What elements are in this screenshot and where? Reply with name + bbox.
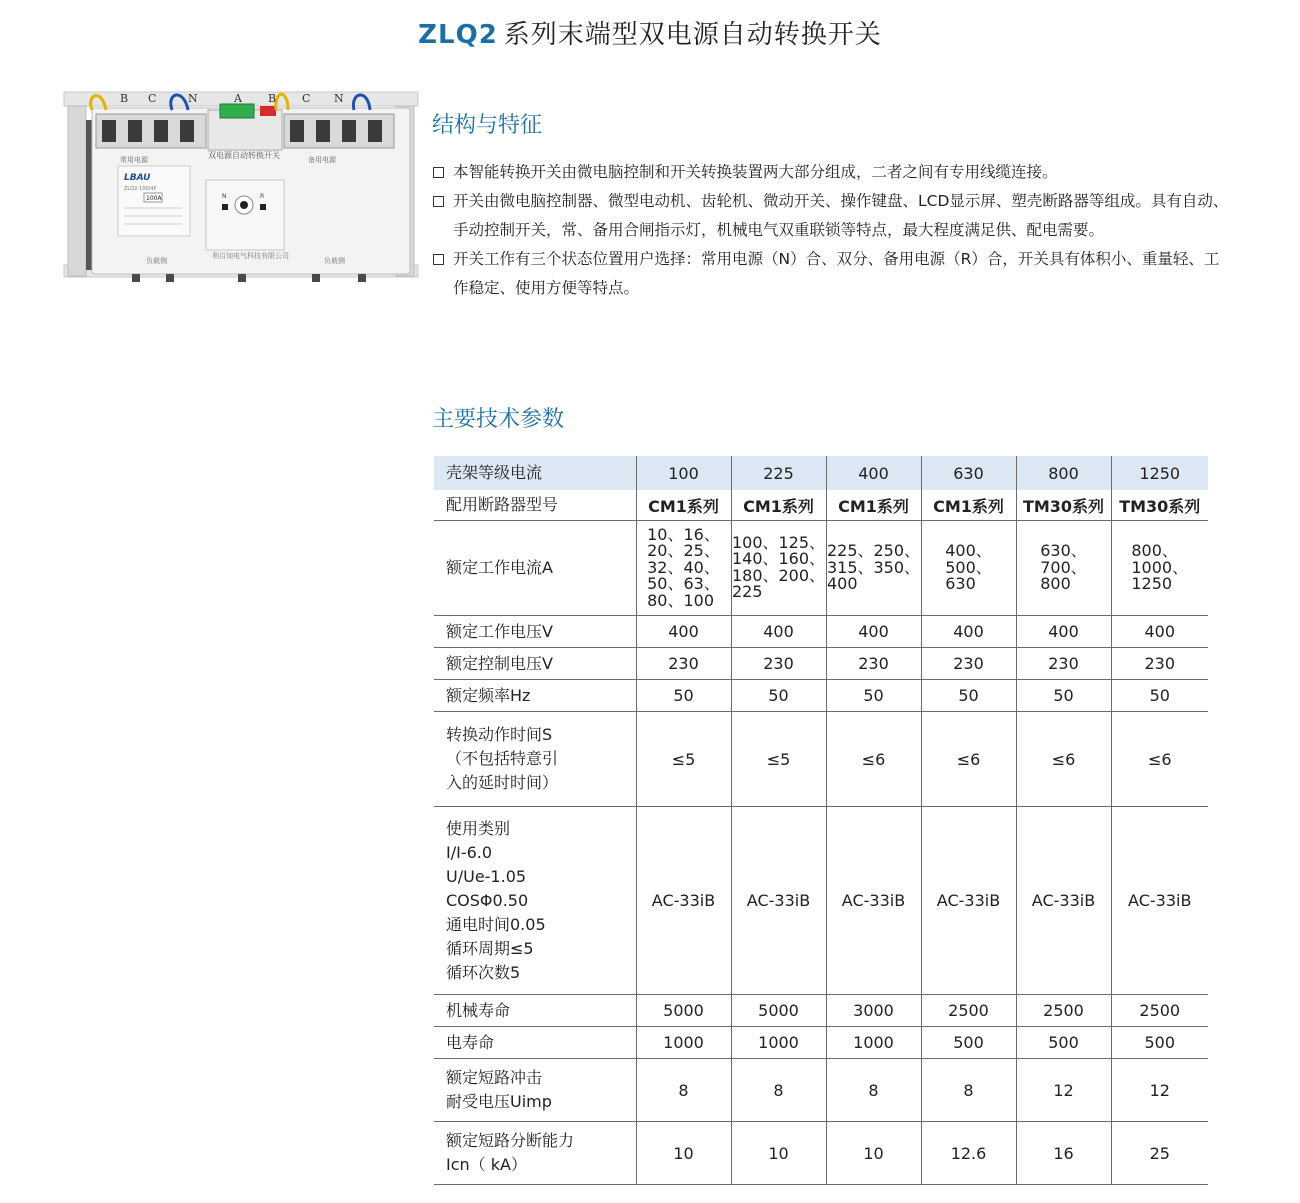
table-cell: 2500 — [1111, 995, 1208, 1027]
header-cell: 400 — [826, 456, 921, 490]
product-image — [62, 80, 420, 310]
current-values: 630、 700、 800 — [1040, 541, 1087, 593]
phase-label: N — [334, 92, 344, 105]
table-cell: 230 — [1016, 648, 1111, 680]
table-cell: 5000 — [731, 995, 826, 1027]
company-name: 利百加电气科技有限公司 — [212, 252, 289, 260]
feature-text: 开关工作有三个状态位置用户选择：常用电源（N）合、双分、备用电源（R）合，开关具有体积小、重量轻、工作稳定、使用方便等特点。 — [453, 250, 1220, 297]
header-cell: 225 — [731, 456, 826, 490]
table-cell: AC-33iB — [731, 807, 826, 995]
phase-label: A — [234, 92, 242, 105]
row-label: 额定控制电压V — [434, 648, 636, 680]
table-cell: 50 — [921, 680, 1016, 712]
brand-logo: LBAU — [124, 173, 151, 183]
table-header-row — [434, 456, 1208, 490]
table-cell — [731, 521, 826, 616]
table-cell: AC-33iB — [921, 807, 1016, 995]
row-label: 额定短路冲击 耐受电压Uimp — [434, 1059, 636, 1122]
row-label: 转换动作时间S （不包括特意引 入的延时时间） — [434, 712, 636, 807]
table-cell — [636, 521, 731, 616]
knob-label-n: N — [222, 193, 227, 200]
phase-label: N — [188, 92, 198, 105]
phase-label: B — [120, 92, 129, 105]
feature-item — [432, 158, 1232, 187]
table-cell: 50 — [731, 680, 826, 712]
table-cell: 500 — [1111, 1027, 1208, 1059]
row-label: 额定短路分断能力 Icn（ kA） — [434, 1122, 636, 1185]
page-title — [0, 14, 1300, 51]
table-cell: 400 — [826, 616, 921, 648]
table-cell: 12.6 — [921, 1122, 1016, 1185]
header-cell: 800 — [1016, 456, 1111, 490]
table-row — [434, 712, 1208, 807]
table-cell: 400 — [921, 616, 1016, 648]
spec-table — [434, 456, 1208, 1185]
title-model: ZLQ2 — [418, 20, 498, 50]
table-cell: AC-33iB — [636, 807, 731, 995]
table-cell — [1016, 521, 1111, 616]
table-cell: 10 — [731, 1122, 826, 1185]
table-cell: 1000 — [636, 1027, 731, 1059]
row-label: 额定频率Hz — [434, 680, 636, 712]
label-load-left: 负载侧 — [146, 257, 167, 265]
table-cell: 12 — [1016, 1059, 1111, 1122]
table-cell: AC-33iB — [826, 807, 921, 995]
table-cell: 500 — [1016, 1027, 1111, 1059]
table-cell: 8 — [826, 1059, 921, 1122]
table-cell: 10 — [636, 1122, 731, 1185]
table-cell: 400 — [1016, 616, 1111, 648]
table-cell: ≤5 — [731, 712, 826, 807]
phase-label: B — [268, 92, 277, 105]
table-cell: AC-33iB — [1111, 807, 1208, 995]
table-cell: 25 — [1111, 1122, 1208, 1185]
table-cell: ≤6 — [826, 712, 921, 807]
table-cell: 230 — [826, 648, 921, 680]
current-values: 800、 1000、 1250 — [1131, 541, 1189, 593]
table-cell: 230 — [921, 648, 1016, 680]
table-cell: 230 — [636, 648, 731, 680]
row-label: 使用类别 I/I-6.0 U/Ue-1.05 COSΦ0.50 通电时间0.05 循环周期≤5 循环次数5 — [434, 807, 636, 995]
table-cell: CM1系列 — [826, 490, 921, 521]
table-row — [434, 995, 1208, 1027]
header-label: 壳架等级电流 — [434, 456, 636, 490]
table-cell: 230 — [1111, 648, 1208, 680]
nameplate-current: 100A — [146, 195, 162, 202]
table-cell: 2500 — [1016, 995, 1111, 1027]
row-label: 配用断路器型号 — [434, 490, 636, 521]
table-row — [434, 490, 1208, 521]
row-label: 机械寿命 — [434, 995, 636, 1027]
label-standby-power: 备用电源 — [308, 156, 336, 164]
table-cell: 3000 — [826, 995, 921, 1027]
table-cell: ≤6 — [1111, 712, 1208, 807]
table-row — [434, 1027, 1208, 1059]
table-cell: TM30系列 — [1111, 490, 1208, 521]
table-row — [434, 1122, 1208, 1185]
nameplate-model: ZLQ2-100/4P — [124, 186, 157, 192]
table-cell: ≤5 — [636, 712, 731, 807]
table-row — [434, 680, 1208, 712]
table-cell: CM1系列 — [636, 490, 731, 521]
feature-item — [432, 187, 1232, 245]
table-cell — [1111, 521, 1208, 616]
table-cell: 8 — [636, 1059, 731, 1122]
table-row — [434, 807, 1208, 995]
table-cell: 10 — [826, 1122, 921, 1185]
table-cell: 12 — [1111, 1059, 1208, 1122]
table-cell — [921, 521, 1016, 616]
table-cell: 50 — [1016, 680, 1111, 712]
table-cell: CM1系列 — [921, 490, 1016, 521]
title-text: 系列末端型双电源自动转换开关 — [503, 20, 882, 50]
table-cell: 1000 — [826, 1027, 921, 1059]
feature-text: 开关由微电脑控制器、微型电动机、齿轮机、微动开关、操作键盘、LCD显示屏、塑壳断路器等组成。具有自动、手动控制开关，常、备用合闸指示灯，机械电气双重联锁等特点，最大程度满足供、配电需要。 — [453, 192, 1229, 239]
header-cell: 630 — [921, 456, 1016, 490]
header-cell: 1250 — [1111, 456, 1208, 490]
table-cell: 500 — [921, 1027, 1016, 1059]
checkbox-icon — [433, 167, 444, 178]
label-center: 双电源自动转换开关 — [208, 151, 280, 160]
feature-item — [432, 245, 1232, 303]
table-row — [434, 1059, 1208, 1122]
label-normal-power: 常用电源 — [120, 156, 148, 164]
section-title-params: 主要技术参数 — [432, 407, 565, 432]
current-values: 400、 500、 630 — [945, 541, 992, 593]
phase-label: C — [148, 92, 157, 105]
table-row — [434, 521, 1208, 616]
table-cell: 400 — [731, 616, 826, 648]
table-cell: 16 — [1016, 1122, 1111, 1185]
checkbox-icon — [433, 196, 444, 207]
row-label: 额定工作电压V — [434, 616, 636, 648]
table-cell: 230 — [731, 648, 826, 680]
table-cell: 5000 — [636, 995, 731, 1027]
row-label: 电寿命 — [434, 1027, 636, 1059]
feature-text: 本智能转换开关由微电脑控制和开关转换装置两大部分组成，二者之间有专用线缆连接。 — [453, 163, 1058, 181]
checkbox-icon — [433, 254, 444, 265]
table-cell: 50 — [826, 680, 921, 712]
current-values: 225、250、 315、350、 400 — [826, 541, 921, 593]
table-cell: 8 — [921, 1059, 1016, 1122]
current-values: 10、16、 20、25、 32、40、 50、63、 80、100 — [647, 524, 720, 610]
table-cell: 400 — [636, 616, 731, 648]
row-label: 额定工作电流A — [434, 521, 636, 616]
table-cell: 2500 — [921, 995, 1016, 1027]
current-values: 100、125、 140、160、 180、200、 225 — [731, 532, 826, 602]
table-cell: TM30系列 — [1016, 490, 1111, 521]
table-cell: 8 — [731, 1059, 826, 1122]
label-load-right: 负载侧 — [324, 257, 345, 265]
table-cell — [826, 521, 921, 616]
table-cell: 50 — [1111, 680, 1208, 712]
section-title-features: 结构与特征 — [432, 113, 543, 138]
table-row — [434, 648, 1208, 680]
header-cell: 100 — [636, 456, 731, 490]
phase-label: C — [302, 92, 311, 105]
table-cell: AC-33iB — [1016, 807, 1111, 995]
table-cell: 400 — [1111, 616, 1208, 648]
table-cell: CM1系列 — [731, 490, 826, 521]
table-cell: 50 — [636, 680, 731, 712]
table-row — [434, 616, 1208, 648]
knob-label-r: R — [260, 193, 265, 200]
table-cell: ≤6 — [1016, 712, 1111, 807]
table-cell: ≤6 — [921, 712, 1016, 807]
features-list — [432, 158, 1232, 303]
table-cell: 1000 — [731, 1027, 826, 1059]
